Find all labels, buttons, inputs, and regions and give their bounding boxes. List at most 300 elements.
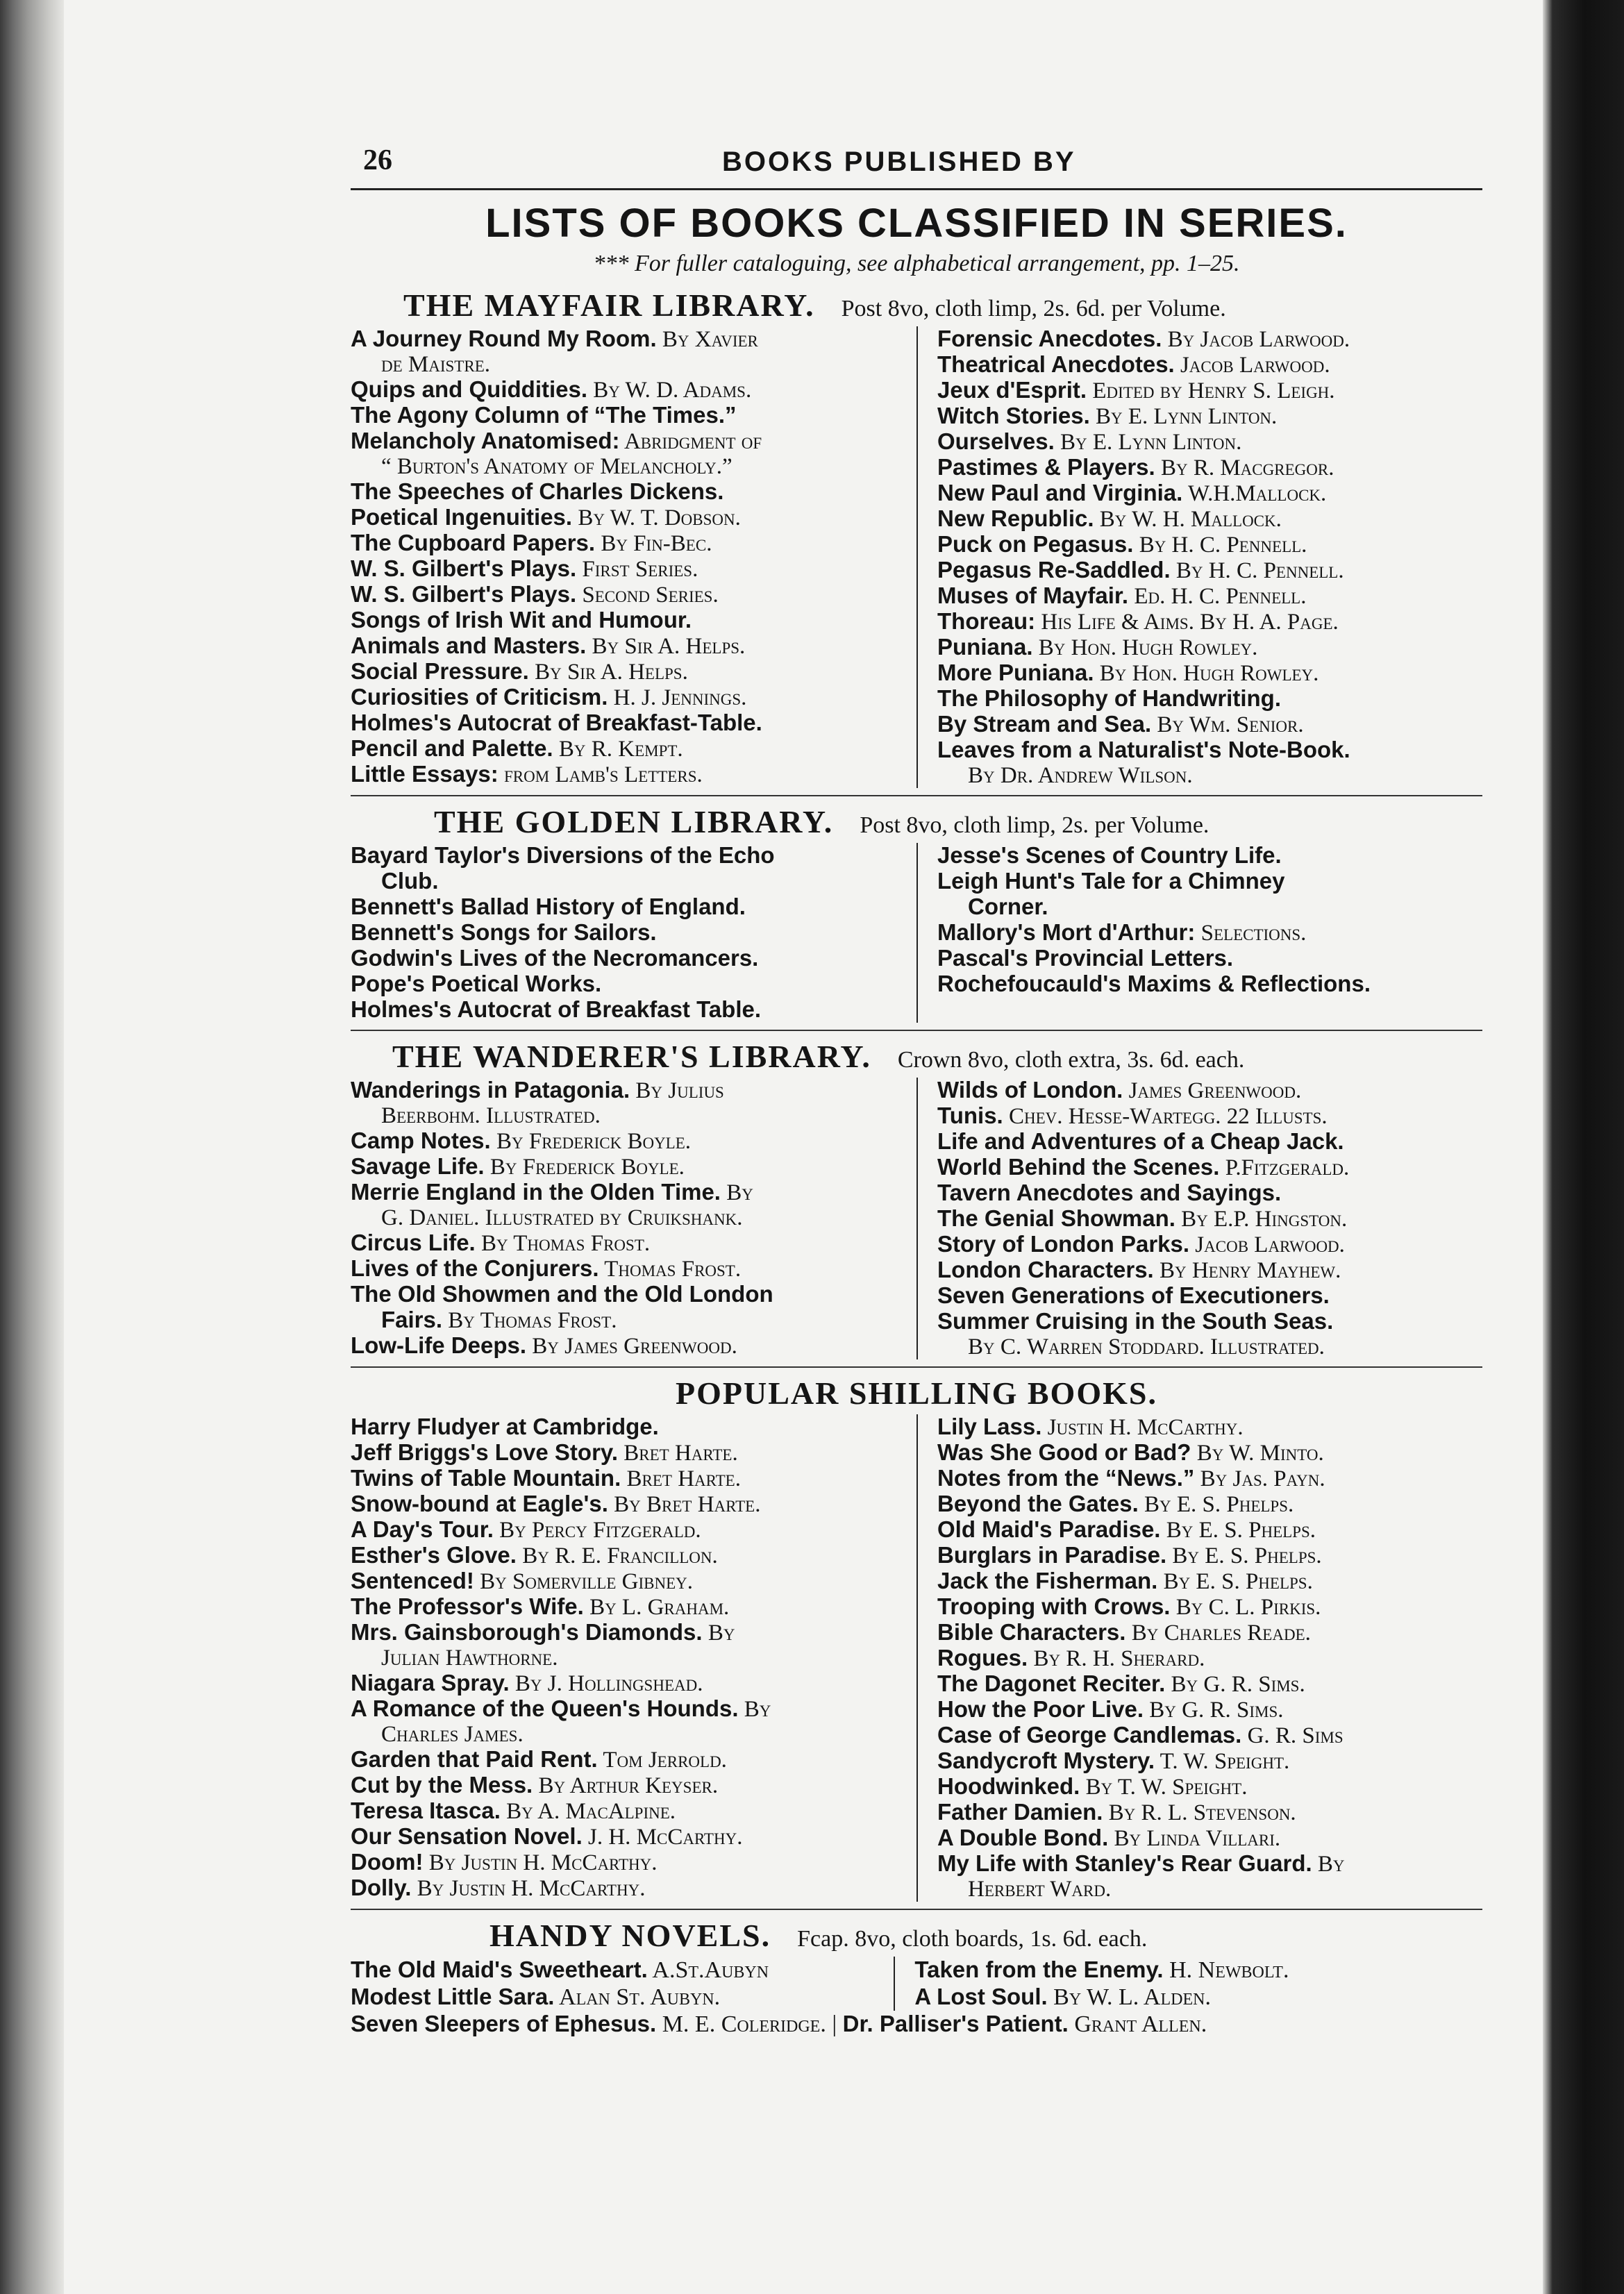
book-entry [937,1825,1482,1851]
catalogue-note: *** For fuller cataloguing, see alphabetical arrangement, pp. 1–25. [593,251,1240,276]
book-entry [351,1594,897,1620]
book-author: By G. R. Sims. [1165,1672,1305,1697]
book-author: By H. C. Pennell. [1133,533,1307,558]
book-title: Pencil and Palette. [351,735,553,761]
book-author: By Sir A. Helps. [586,634,746,659]
book-entry [937,1646,1482,1671]
book-author: By A. MacAlpine. [500,1799,676,1824]
book-entry [937,1103,1482,1129]
mayfair-list [351,326,1482,788]
book-title: Little Essays: [351,761,499,787]
book-entry [937,1800,1482,1825]
book-title: Bayard Taylor's Diversions of the Echo [351,842,775,868]
book-author: By J. Hollingshead. [509,1671,703,1696]
book-title: Quips and Quiddities. [351,376,588,402]
book-author: Tom Jerrold. [597,1748,727,1773]
book-title: A Double Bond. [937,1825,1109,1850]
book-entry [351,1128,897,1154]
book-entry [937,1543,1482,1568]
book-title: New Paul and Virginia. [937,480,1183,505]
book-title: Bennett's Ballad History of England. [351,894,746,919]
book-entry [351,1798,897,1824]
book-title: Thoreau: [937,608,1036,634]
book-entry [937,1155,1482,1180]
book-author: By Linda Villari. [1108,1826,1281,1851]
handy-left-column [351,1957,894,2011]
book-author: By C. L. Pirkis. [1170,1595,1321,1620]
book-author: By Justin H. McCarthy. [423,1850,658,1875]
book-author: W.H.Mallock. [1182,481,1327,506]
book-entry [351,582,897,608]
book-entry [351,1773,897,1798]
page-edge-shadow [1543,0,1624,2294]
book-title: Teresa Itasca. [351,1798,501,1823]
book-title: Rogues. [937,1645,1028,1671]
book-entry [351,685,897,710]
book-author: By Jas. Payn. [1194,1466,1325,1491]
shilling-left-column [351,1414,916,1902]
book-entry [351,326,897,377]
continuation-text: Herbert Ward. [968,1877,1112,1902]
book-author: By Hon. Hugh Rowley. [1094,661,1319,686]
book-entry [937,737,1482,788]
book-entry [914,1957,1482,1984]
book-title: Jeux d'Esprit. [937,377,1087,403]
book-author: By Thomas Frost. [442,1308,617,1333]
book-title: Muses of Mayfair. [937,583,1129,608]
book-author: A.St.Aubyn [647,1957,769,1983]
book-entry [351,920,897,946]
book-title: How the Poor Live. [937,1696,1144,1722]
book-entry [937,1257,1482,1283]
book-entry [351,608,897,633]
book-title: Mallory's Mort d'Arthur: [937,919,1196,945]
book-title: Theatrical Anecdotes. [937,351,1175,377]
book-entry [937,1466,1482,1491]
handy-right-column [894,1957,1482,2011]
book-author: By [1312,1852,1345,1877]
book-title: Snow-bound at Eagle's. [351,1491,608,1516]
book-title: Circus Life. [351,1230,476,1255]
book-entry [937,635,1482,660]
book-author: By Julius [630,1078,724,1103]
entry-continuation [351,1722,897,1747]
book-author: Thomas Frost. [598,1257,742,1282]
book-title: A Lost Soul. [914,1984,1048,2009]
book-author: By E. Lynn Linton. [1089,404,1278,429]
book-entry [937,609,1482,635]
book-entry [937,1180,1482,1206]
book-title: Was She Good or Bad? [937,1439,1191,1465]
book-entry [351,710,897,736]
book-title: Sentenced! [351,1568,474,1593]
shilling-header [351,1375,1482,1412]
book-title: Beyond the Gates. [937,1491,1139,1516]
book-author: By Thomas Frost. [475,1231,651,1256]
book-author: Jacob Larwood. [1174,353,1330,378]
book-entry [351,1282,897,1333]
book-entry [351,1543,897,1568]
book-author: M. E. Coleridge. [656,2011,826,2037]
book-author: By [738,1697,771,1722]
book-author: By G. R. Sims. [1144,1698,1284,1723]
book-title: Bible Characters. [937,1619,1126,1645]
wanderer-title: THE WANDERER'S LIBRARY. [392,1039,871,1074]
book-author: from Lamb's Letters. [498,762,703,787]
shilling-title: POPULAR SHILLING BOOKS. [676,1375,1157,1411]
book-entry [937,1697,1482,1723]
book-entry [351,1078,897,1128]
book-author: P.Fitzgerald. [1219,1155,1350,1180]
book-title: The Genial Showman. [937,1205,1175,1231]
book-title: My Life with Stanley's Rear Guard. [937,1850,1312,1876]
handy-title: HANDY NOVELS. [489,1918,771,1953]
entry-continuation [351,454,897,479]
book-author: By Sir A. Helps. [528,660,688,685]
book-title: London Characters. [937,1257,1154,1282]
book-title: A Day's Tour. [351,1516,494,1542]
book-title: Garden that Paid Rent. [351,1746,598,1772]
book-title: Puck on Pegasus. [937,531,1134,557]
book-entry [937,558,1482,583]
book-entry [351,377,897,403]
continuation-text: Beerbohm. Illustrated. [381,1103,601,1128]
book-entry [937,378,1482,403]
book-title: Rochefoucauld's Maxims & Reflections. [937,971,1371,996]
book-entry [937,480,1482,506]
book-title: Seven Generations of Executioners. [937,1282,1330,1308]
book-title: A Journey Round My Room. [351,326,657,351]
page-title: LISTS OF BOOKS CLASSIFIED IN SERIES. [485,201,1348,246]
section-rule [351,1909,1482,1910]
book-author: Alan St. Aubyn. [554,1984,721,2010]
book-author: Edited by Henry S. Leigh. [1087,378,1335,403]
book-title: Pope's Poetical Works. [351,971,602,996]
book-author: By Henry Mayhew. [1153,1258,1341,1283]
book-title: Social Pressure. [351,658,529,684]
book-title: Cut by the Mess. [351,1772,533,1798]
entry-continuation [351,1307,897,1333]
book-author: By W. H. Mallock. [1094,507,1282,532]
book-title: Animals and Masters. [351,633,587,658]
book-entry [351,1466,897,1491]
wanderer-right-column [916,1078,1482,1359]
book-entry [351,1414,897,1440]
book-entry [937,1309,1482,1359]
book-author: By W. D. Adams. [587,378,752,403]
book-title: Tavern Anecdotes and Sayings. [937,1180,1282,1205]
book-entry [937,1620,1482,1646]
book-title: Godwin's Lives of the Necromancers. [351,945,759,971]
book-entry [351,1517,897,1543]
book-title: The Dagonet Reciter. [937,1671,1166,1696]
book-title: Father Damien. [937,1799,1103,1825]
book-title: Old Maid's Paradise. [937,1516,1161,1542]
book-author: By L. Graham. [583,1595,730,1620]
book-spine-shadow [0,0,64,2294]
book-author: T. W. Speight. [1154,1749,1290,1774]
book-title: Niagara Spray. [351,1670,510,1696]
book-entry [351,1256,897,1282]
book-entry [351,1154,897,1180]
book-title: Esther's Glove. [351,1542,517,1568]
book-title: Case of George Candlemas. [937,1722,1242,1748]
entry-continuation [937,1877,1482,1902]
book-title: Jesse's Scenes of Country Life. [937,842,1282,868]
book-entry [351,659,897,685]
book-title: Leaves from a Naturalist's Note-Book. [937,737,1350,762]
book-title: Mrs. Gainsborough's Diamonds. [351,1619,703,1645]
book-entry [351,556,897,582]
book-author: H. J. Jennings. [608,685,747,710]
book-entry [937,869,1482,920]
book-entry [937,403,1482,429]
mayfair-header [351,287,1482,324]
golden-detail: Post 8vo, cloth limp, 2s. per Volume. [860,812,1209,838]
book-author: His Life & Aims. By H. A. Page. [1035,610,1339,635]
head-rule [351,188,1482,190]
book-entry [937,1414,1482,1440]
book-author: Selections. [1195,921,1307,946]
book-title: A Romance of the Queen's Hounds. [351,1696,739,1721]
running-head [351,142,1482,188]
book-author: By E.P. Hingston. [1175,1207,1348,1232]
continuation-text: “ Burton's Anatomy of Melancholy.” [381,454,733,479]
book-title: More Puniana. [937,660,1094,685]
book-author: Bret Harte. [621,1466,741,1491]
book-entry [937,1568,1482,1594]
book-author: By H. C. Pennell. [1170,558,1344,583]
book-title: Leigh Hunt's Tale for a Chimney [937,868,1285,894]
mayfair-right-column [916,326,1482,788]
book-author: By James Greenwood. [526,1334,737,1359]
book-title: Pastimes & Players. [937,454,1155,480]
book-title: Witch Stories. [937,403,1090,428]
continuation-text: Charles James. [381,1722,524,1747]
column-separator: | [826,2011,843,2037]
continuation-text: By Dr. Andrew Wilson. [968,763,1193,788]
book-title: Seven Sleepers of Ephesus. [351,2011,657,2036]
book-entry [351,762,897,787]
book-author: By R. E. Francillon. [516,1543,718,1568]
book-author: James Greenwood. [1123,1078,1302,1103]
book-author: By R. Macgregor. [1155,455,1334,480]
book-title: Forensic Anecdotes. [937,326,1162,351]
book-entry [351,1696,897,1747]
section-rule [351,1366,1482,1368]
book-entry [351,1230,897,1256]
entry-continuation [351,352,897,377]
book-entry [937,1594,1482,1620]
book-author: By Percy Fitzgerald. [493,1518,701,1543]
book-title: Holmes's Autocrat of Breakfast Table. [351,996,762,1022]
book-entry [351,403,897,428]
wanderer-left-column [351,1078,916,1359]
book-title: W. S. Gilbert's Plays. [351,581,577,607]
book-title: Taken from the Enemy. [914,1957,1164,1982]
book-title: Doom! [351,1849,424,1875]
book-entry [351,505,897,530]
catalogue-page [351,142,1482,2038]
book-title: Life and Adventures of a Cheap Jack. [937,1128,1344,1154]
book-entry [351,1671,897,1696]
book-entry [351,894,897,920]
page-number: 26 [363,144,392,176]
handy-detail: Fcap. 8vo, cloth boards, 1s. 6d. each. [797,1926,1148,1952]
book-author: J. H. McCarthy. [582,1825,743,1850]
book-title: The Cupboard Papers. [351,530,596,555]
book-title: Dr. Palliser's Patient. [842,2011,1069,2036]
book-title: Pegasus Re-Saddled. [937,557,1171,583]
book-title: Wilds of London. [937,1077,1123,1103]
book-entry [351,479,897,505]
continuation-text: de Maistre. [381,352,491,377]
shilling-right-column [916,1414,1482,1902]
book-entry [937,1851,1482,1902]
book-author: By W. Minto. [1191,1441,1324,1466]
book-author: H. Newbolt. [1163,1957,1289,1983]
continuation-text: By C. Warren Stoddard. Illustrated. [968,1334,1325,1359]
book-entry [937,1723,1482,1748]
book-title: Our Sensation Novel. [351,1823,583,1849]
section-rule [351,1030,1482,1031]
book-title: Sandycroft Mystery. [937,1748,1155,1773]
book-title: Jack the Fisherman. [937,1568,1158,1593]
book-title: The Philosophy of Handwriting. [937,685,1281,711]
book-title: Puniana. [937,634,1033,660]
book-entry [937,326,1482,352]
shilling-list [351,1414,1482,1902]
book-title: Story of London Parks. [937,1231,1190,1257]
book-author: By Justin H. McCarthy. [411,1876,646,1901]
book-entry [351,1620,897,1671]
book-entry [937,1517,1482,1543]
book-author: Grant Allen. [1068,2011,1207,2037]
book-title: Ourselves. [937,428,1055,454]
book-entry [351,971,897,997]
golden-right-column [916,843,1482,1023]
book-entry [937,971,1482,997]
entry-continuation [351,869,897,894]
book-title: Pascal's Provincial Letters. [937,945,1234,971]
book-title: Notes from the “News.” [937,1465,1195,1491]
book-author: By Charles Reade. [1125,1621,1311,1646]
book-author: By [720,1180,753,1205]
book-title: Trooping with Crows. [937,1593,1171,1619]
mayfair-left-column [351,326,916,788]
book-title: Burglars in Paradise. [937,1542,1167,1568]
book-title: By Stream and Sea. [937,711,1152,737]
book-entry [937,1283,1482,1309]
book-title: The Speeches of Charles Dickens. [351,478,724,504]
book-entry [937,506,1482,532]
continuation-text: G. Daniel. Illustrated by Cruikshank. [381,1205,743,1230]
book-entry [351,1333,897,1359]
golden-title: THE GOLDEN LIBRARY. [434,804,834,839]
mayfair-detail: Post 8vo, cloth limp, 2s. 6d. per Volume. [841,296,1226,321]
book-entry [937,660,1482,686]
book-title: Tunis. [937,1103,1003,1128]
book-entry [937,352,1482,378]
book-title: New Republic. [937,505,1094,531]
book-entry [937,920,1482,946]
book-entry [351,1984,874,2011]
running-title: BOOKS PUBLISHED BY [722,146,1076,177]
book-entry [937,843,1482,869]
book-author: Ed. H. C. Pennell. [1128,584,1307,609]
book-title: Melancholy Anatomised: [351,428,620,453]
book-entry [937,1078,1482,1103]
book-entry [351,1440,897,1466]
book-title: Bennett's Songs for Sailors. [351,919,657,945]
book-author: By Jacob Larwood. [1162,327,1350,352]
book-entry [937,1206,1482,1232]
book-author: By W. T. Dobson. [572,505,741,530]
book-entry [351,997,897,1023]
golden-list [351,843,1482,1023]
handy-header [351,1917,1482,1954]
book-entry [351,946,897,971]
book-entry [937,583,1482,609]
book-entry [351,1180,897,1230]
book-author: By Wm. Senior. [1151,712,1304,737]
book-entry [937,946,1482,971]
section-rule [351,795,1482,796]
book-entry [351,843,897,894]
book-title: Jeff Briggs's Love Story. [351,1439,618,1465]
book-title: The Old Maid's Sweetheart. [351,1957,648,1982]
book-entry [937,1129,1482,1155]
book-title: Holmes's Autocrat of Breakfast-Table. [351,710,762,735]
continuation-text: Fairs. [381,1307,443,1332]
book-title: Poetical Ingenuities. [351,504,573,530]
handy-list [351,1957,1482,2011]
book-author: By R. Kempt. [553,737,683,762]
book-entry [351,1491,897,1517]
continuation-text: Julian Hawthorne. [381,1646,558,1671]
book-author: By E. S. Phelps. [1166,1543,1322,1568]
golden-header [351,803,1482,840]
entry-continuation [937,894,1482,920]
book-title: Harry Fludyer at Cambridge. [351,1414,659,1439]
book-title: Lives of the Conjurers. [351,1255,599,1281]
book-entry [351,428,897,479]
entry-continuation [351,1205,897,1230]
book-entry [937,712,1482,737]
book-title: The Professor's Wife. [351,1593,584,1619]
book-entry [937,1440,1482,1466]
book-author: By Frederick Boyle. [484,1155,685,1180]
mayfair-title: THE MAYFAIR LIBRARY. [403,287,815,323]
book-entry [937,1774,1482,1800]
book-title: Songs of Irish Wit and Humour. [351,607,692,633]
book-author: By Arthur Keyser. [533,1773,719,1798]
book-author: By E. Lynn Linton. [1054,430,1242,455]
book-title: The Old Showmen and the Old London [351,1281,773,1307]
book-author: By Frederick Boyle. [490,1129,692,1154]
book-author: By R. H. Sherard. [1028,1646,1205,1671]
book-author: Jacob Larwood. [1189,1232,1345,1257]
book-title: Modest Little Sara. [351,1984,555,2009]
continuation-text: Club. [381,868,439,894]
wanderer-header [351,1038,1482,1075]
book-author: By R. L. Stevenson. [1103,1800,1296,1825]
book-author: G. R. Sims [1241,1723,1343,1748]
entry-continuation [351,1646,897,1671]
book-author: Second Series. [576,583,719,608]
book-author: By Hon. Hugh Rowley. [1032,635,1258,660]
book-entry [937,1491,1482,1517]
